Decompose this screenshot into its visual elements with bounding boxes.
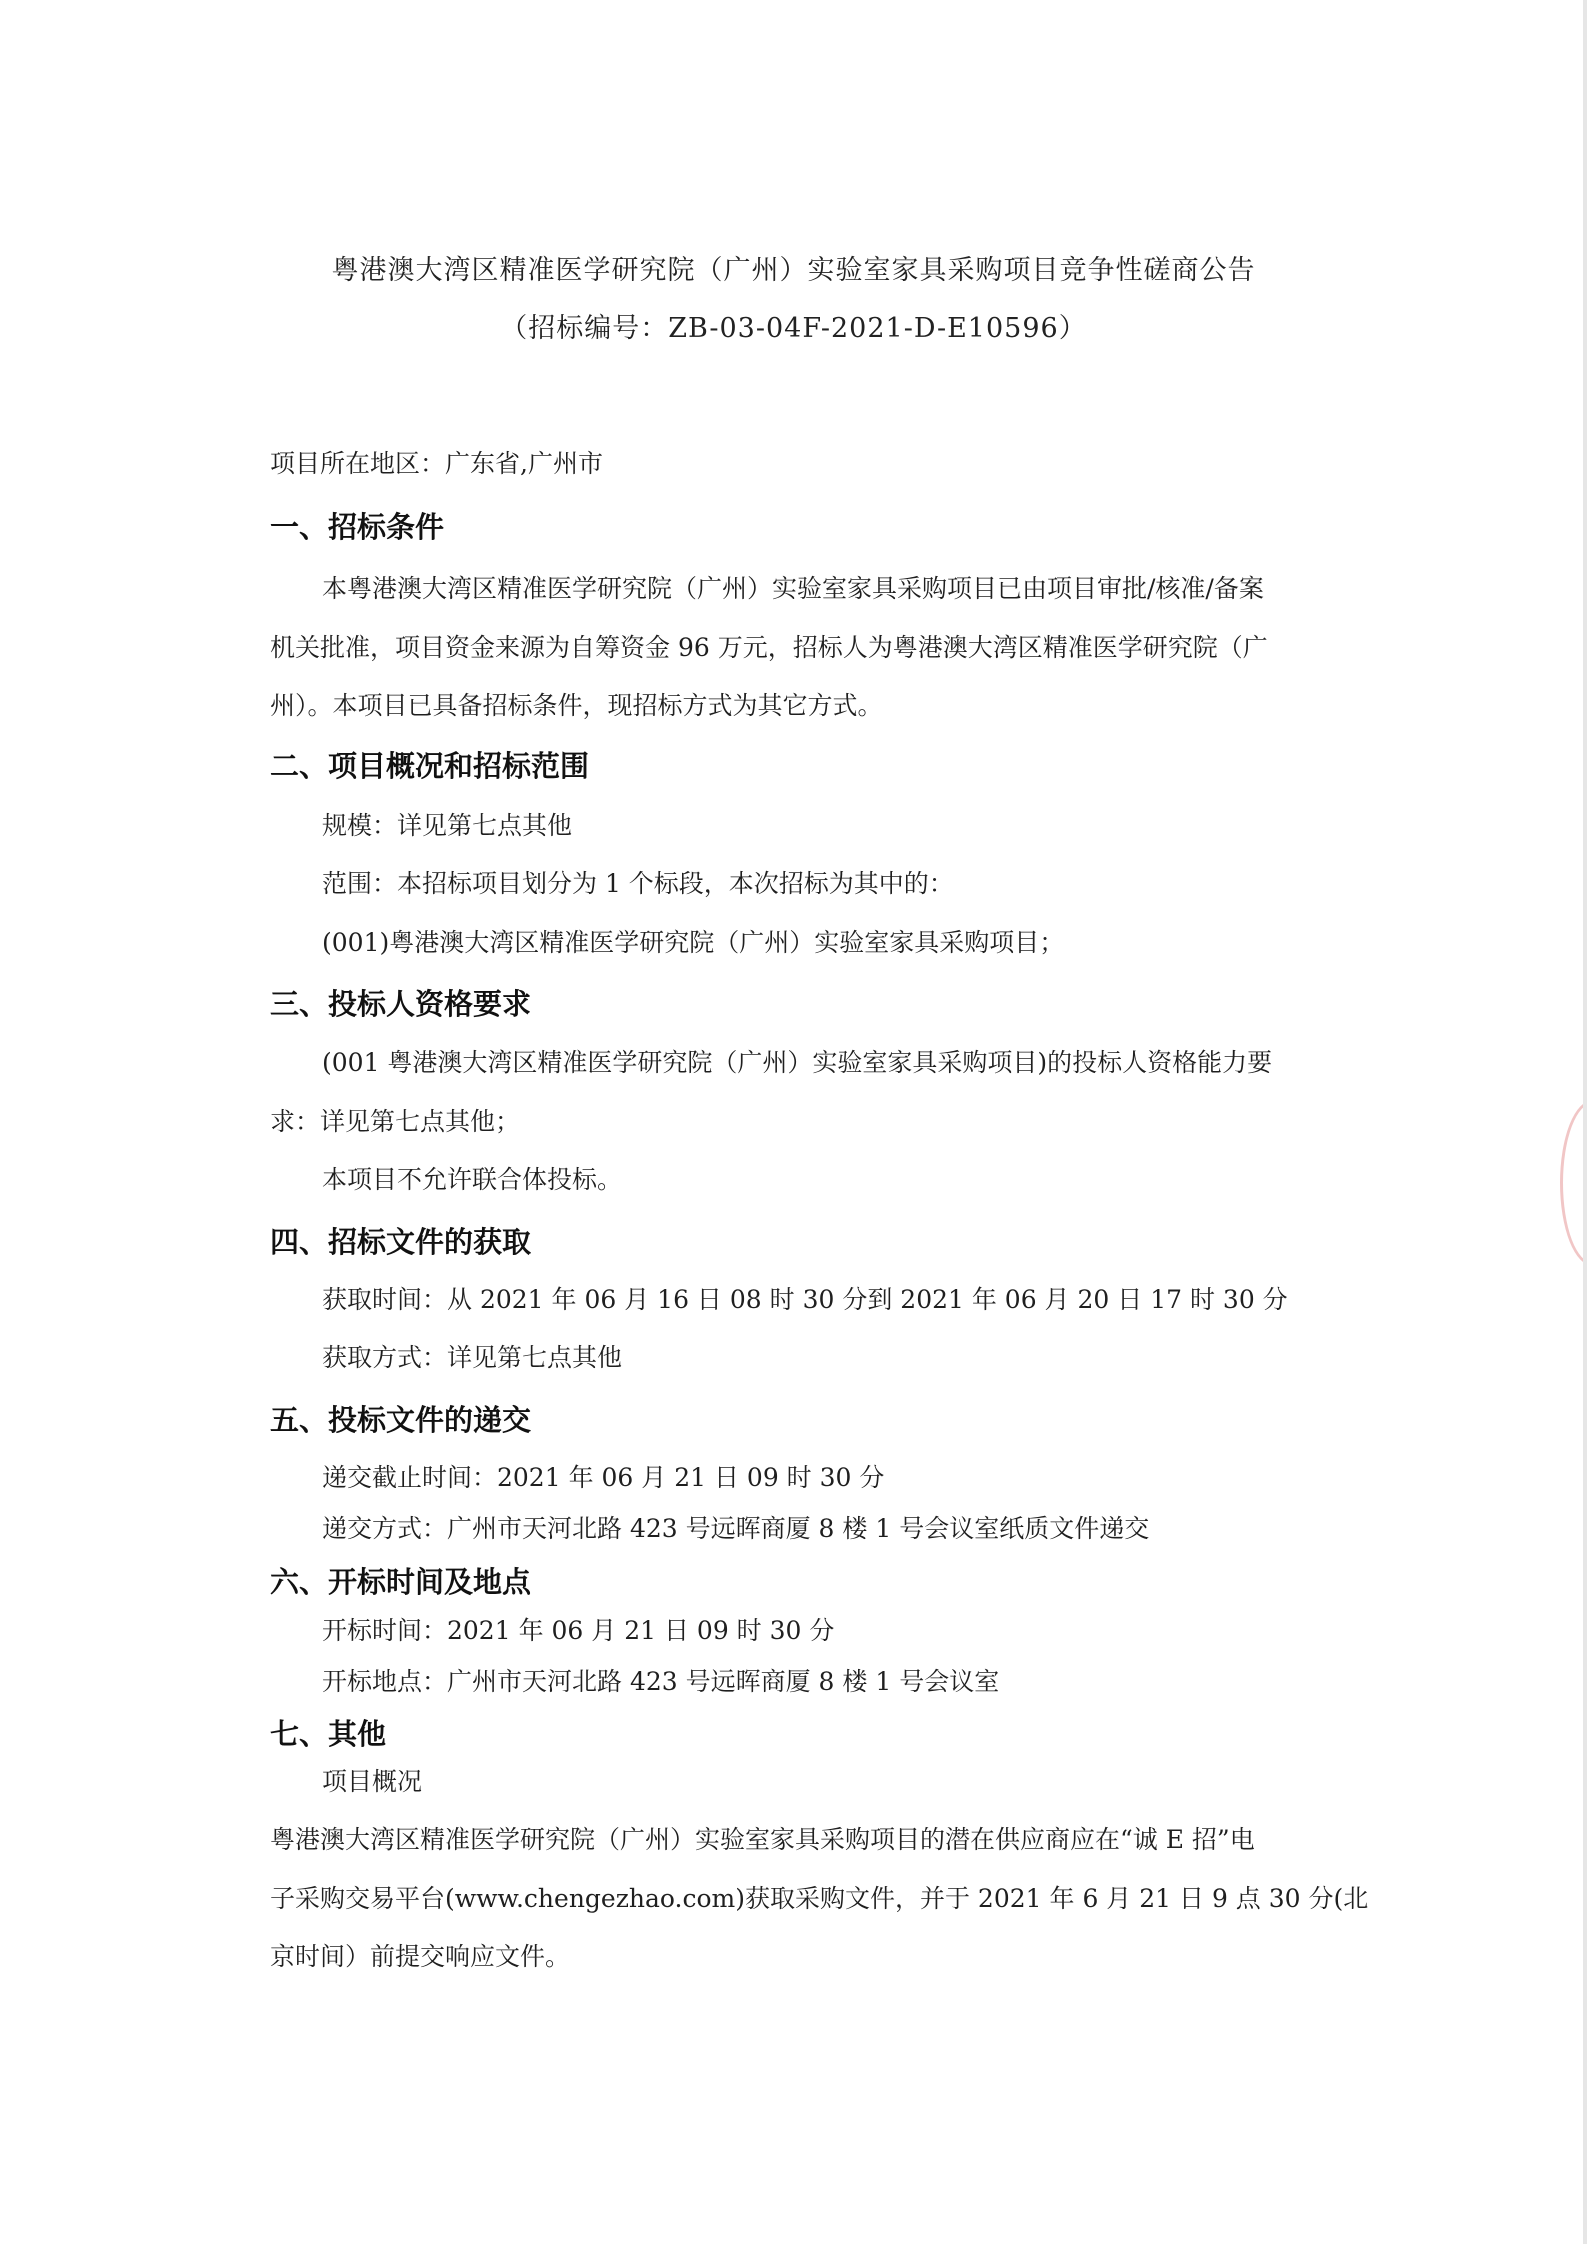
project-region: 项目所在地区：广东省,广州市 bbox=[270, 449, 603, 478]
section-heading-4: 四、招标文件的获取 bbox=[270, 1225, 532, 1259]
section-5-line-1: 递交截止时间：2021 年 06 月 21 日 09 时 30 分 bbox=[322, 1463, 885, 1492]
section-7-line-2: 粤港澳大湾区精准医学研究院（广州）实验室家具采购项目的潜在供应商应在“诚 E 招”电 bbox=[270, 1825, 1255, 1854]
section-heading-1: 一、招标条件 bbox=[270, 510, 445, 544]
section-heading-3: 三、投标人资格要求 bbox=[270, 987, 532, 1021]
section-5-line-2: 递交方式：广州市天河北路 423 号远晖商厦 8 楼 1 号会议室纸质文件递交 bbox=[322, 1514, 1150, 1543]
section-heading-6: 六、开标时间及地点 bbox=[270, 1565, 532, 1599]
section-2-line-1: 规模：详见第七点其他 bbox=[322, 811, 573, 840]
section-3-line-2: 求：详见第七点其他； bbox=[270, 1107, 521, 1136]
section-7-line-1: 项目概况 bbox=[322, 1767, 423, 1796]
section-1-line-3: 州）。本项目已具备招标条件，现招标方式为其它方式。 bbox=[270, 691, 883, 720]
section-2-line-2: 范围：本招标项目划分为 1 个标段，本次招标为其中的： bbox=[322, 869, 954, 898]
section-7-line-4: 京时间）前提交响应文件。 bbox=[270, 1942, 571, 1971]
section-4-line-1: 获取时间：从 2021 年 06 月 16 日 08 时 30 分到 2021 年 06 月 20 日 17 时 30 分 bbox=[322, 1285, 1288, 1314]
section-3-line-3: 本项目不允许联合体投标。 bbox=[322, 1165, 623, 1194]
section-2-line-3: (001)粤港澳大湾区精准医学研究院（广州）实验室家具采购项目； bbox=[322, 928, 1065, 957]
section-6-line-2: 开标地点：广州市天河北路 423 号远晖商厦 8 楼 1 号会议室 bbox=[322, 1667, 1000, 1696]
section-4-line-2: 获取方式：详见第七点其他 bbox=[322, 1343, 623, 1372]
section-7-line-3: 子采购交易平台(www.chengezhao.com)获取采购文件，并于 2021 年 6 月 21 日 9 点 30 分(北 bbox=[270, 1884, 1369, 1913]
tender-number: （招标编号：ZB-03-04F-2021-D-E10596） bbox=[500, 313, 1087, 344]
section-1-line-1: 本粤港澳大湾区精准医学研究院（广州）实验室家具采购项目已由项目审批/核准/备案 bbox=[322, 574, 1264, 603]
document-title: 粤港澳大湾区精准医学研究院（广州）实验室家具采购项目竞争性磋商公告 bbox=[331, 255, 1256, 286]
section-6-line-1: 开标时间：2021 年 06 月 21 日 09 时 30 分 bbox=[322, 1616, 835, 1645]
section-heading-2: 二、项目概况和招标范围 bbox=[270, 749, 590, 783]
scan-edge bbox=[1583, 0, 1587, 2244]
section-heading-7: 七、其他 bbox=[270, 1717, 387, 1751]
section-3-line-1: (001 粤港澳大湾区精准医学研究院（广州）实验室家具采购项目)的投标人资格能力要 bbox=[322, 1048, 1273, 1077]
section-heading-5: 五、投标文件的递交 bbox=[270, 1403, 532, 1437]
section-1-line-2: 机关批准，项目资金来源为自筹资金 96 万元，招标人为粤港澳大湾区精准医学研究院（广 bbox=[270, 633, 1268, 662]
